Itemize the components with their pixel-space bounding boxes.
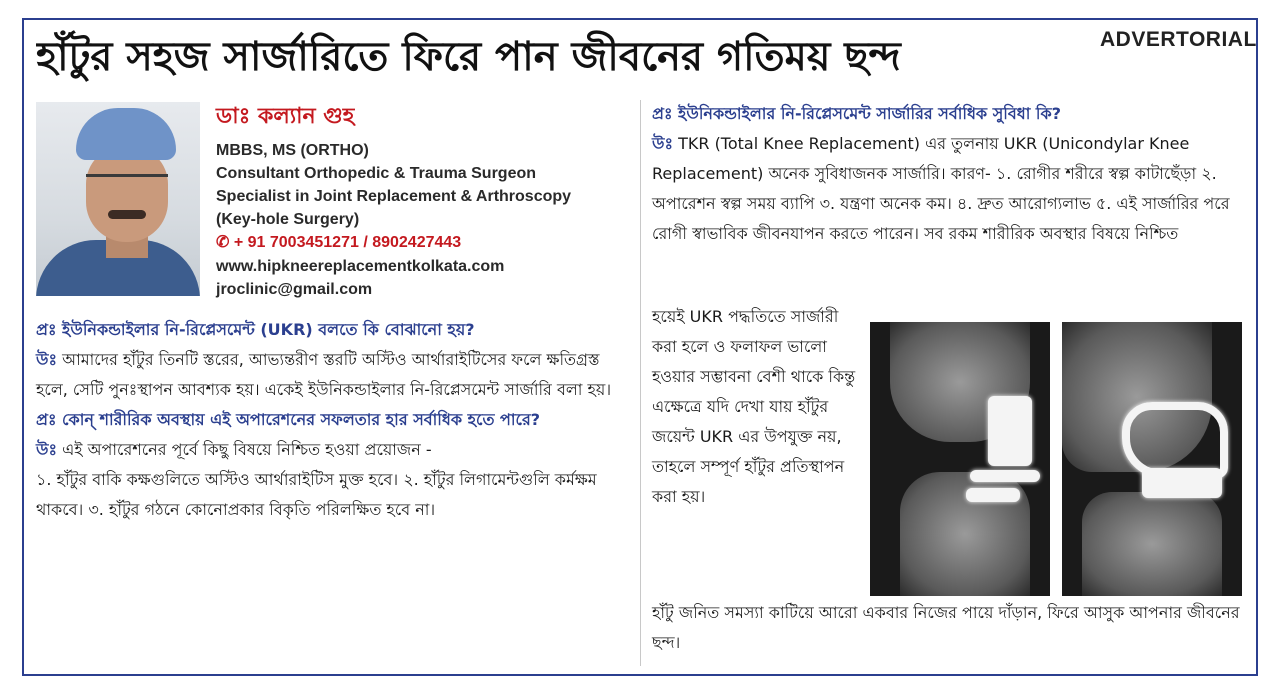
doctor-phone[interactable]: ✆ + 91 7003451271 / 8902427443 <box>216 234 462 251</box>
question-success-conditions: প্রঃ কোন্‌ শারীরিক অবস্থায় এই অপারেশনের সফলতার হার সর্বাধিক হতে পারে? <box>36 410 541 429</box>
left-column <box>36 315 634 525</box>
advertorial-tag: ADVERTORIAL <box>1100 28 1257 51</box>
question-ukr-definition: প্রঃ ইউনিকন্ডাইলার নি-রিপ্লেসমেন্ট (UKR) বলতে কি বোঝানো হয়? <box>36 320 475 339</box>
answer-points: ১. হাঁটুর বাকি কক্ষগুলিতে অস্টিও আর্থারাইটিস মুক্ত হবে। ২. হাঁটুর লিগামেন্টগুলি কর্মক্ষম থাকবে। ৩. হাঁটুর গঠনে কোনোপ্রকার বিকৃতি পরিলক্ষিত হবে না। <box>36 470 597 519</box>
xray-side-image <box>1062 322 1242 596</box>
doctor-name: ডাঃ কল্যান গুহ <box>216 104 355 129</box>
doctor-photo <box>36 102 200 296</box>
right-column-continued: হয়েই UKR পদ্ধতিতে সার্জারী করা হলে ও ফলাফল ভালো হওয়ার সম্ভাবনা বেশী থাকে কিন্তু এক্ষেত্রে যদি দেখা যায় হাঁটুর জয়েন্ট UKR এর উপযুক্ত নয়, তাহলে সম্পূর্ণ হাঁটুর প্রতিস্থাপন করা হয়। <box>652 307 856 506</box>
xray-front-image <box>870 322 1050 596</box>
answer-text: TKR (Total Knee Replacement) এর তুলনায় UKR (Unicondylar Knee Replacement) অনেক সুবিধাজনক সার্জারি। কারণ- ১. রোগীর শরীরে স্বল্প কাটাছেঁড়া ২. অপারেশন স্বল্প সময় ব্যাপি ৩. যন্ত্রণা অনেক কম। ৪. দ্রুত আরোগ্যলাভ ৫. এই সার্জারির পরে রোগী স্বাভাবিক জীবনযাপন করতে পারেন। সব রকম শারীরিক অবস্থার বিষয়ে নিশ্চিত <box>652 134 1230 243</box>
answer-text: আমাদের হাঁটুর তিনটি স্তরের, আভ্যন্তরীণ স্তরটি অস্টিও আর্থারাইটিসের ফলে ক্ষতিগ্রস্ত হলে, সেটি পুনঃস্থাপন আবশ্যক হয়। একেই ইউনিকন্ডাইলার নি-রিপ্লেসমেন্ট সার্জারি বলা হয়। <box>36 350 612 399</box>
answer-label: উঃ <box>36 440 57 459</box>
question-ukr-advantage: প্রঃ ইউনিকন্ডাইলার নি-রিপ্লেসমেন্ট সার্জারির সর্বাধিক সুবিধা কি? <box>652 104 1061 123</box>
doctor-title-3: (Key-hole Surgery) <box>216 211 360 228</box>
answer-ukr-definition <box>36 345 634 405</box>
answer-success-conditions <box>36 435 634 465</box>
answer-label: উঃ <box>652 134 673 153</box>
right-column-top <box>652 99 1246 249</box>
doctor-email[interactable]: jroclinic@gmail.com <box>216 281 373 298</box>
doctor-website[interactable]: www.hipkneereplacementkolkata.com <box>216 258 505 275</box>
doctor-title-1: Consultant Orthopedic & Trauma Surgeon <box>216 165 537 182</box>
closing-line: হাঁটু জনিত সমস্যা কাটিয়ে আরো একবার নিজের পায়ে দাঁড়ান, ফিরে আসুক আপনার জীবনের ছন্দ। <box>652 603 1240 652</box>
column-divider <box>640 100 641 666</box>
headline: হাঁটুর সহজ সার্জারিতে ফিরে পান জীবনের গতিময় ছন্দ <box>36 34 901 80</box>
doctor-degree: MBBS, MS (ORTHO) <box>216 142 369 159</box>
answer-ukr-advantage <box>652 129 1246 249</box>
doctor-title-2: Specialist in Joint Replacement & Arthroscopy <box>216 188 572 205</box>
answer-label: উঃ <box>36 350 57 369</box>
answer-text: এই অপারেশনের পূর্বে কিছু বিষয়ে নিশ্চিত হওয়া প্রয়োজন - <box>62 440 432 459</box>
